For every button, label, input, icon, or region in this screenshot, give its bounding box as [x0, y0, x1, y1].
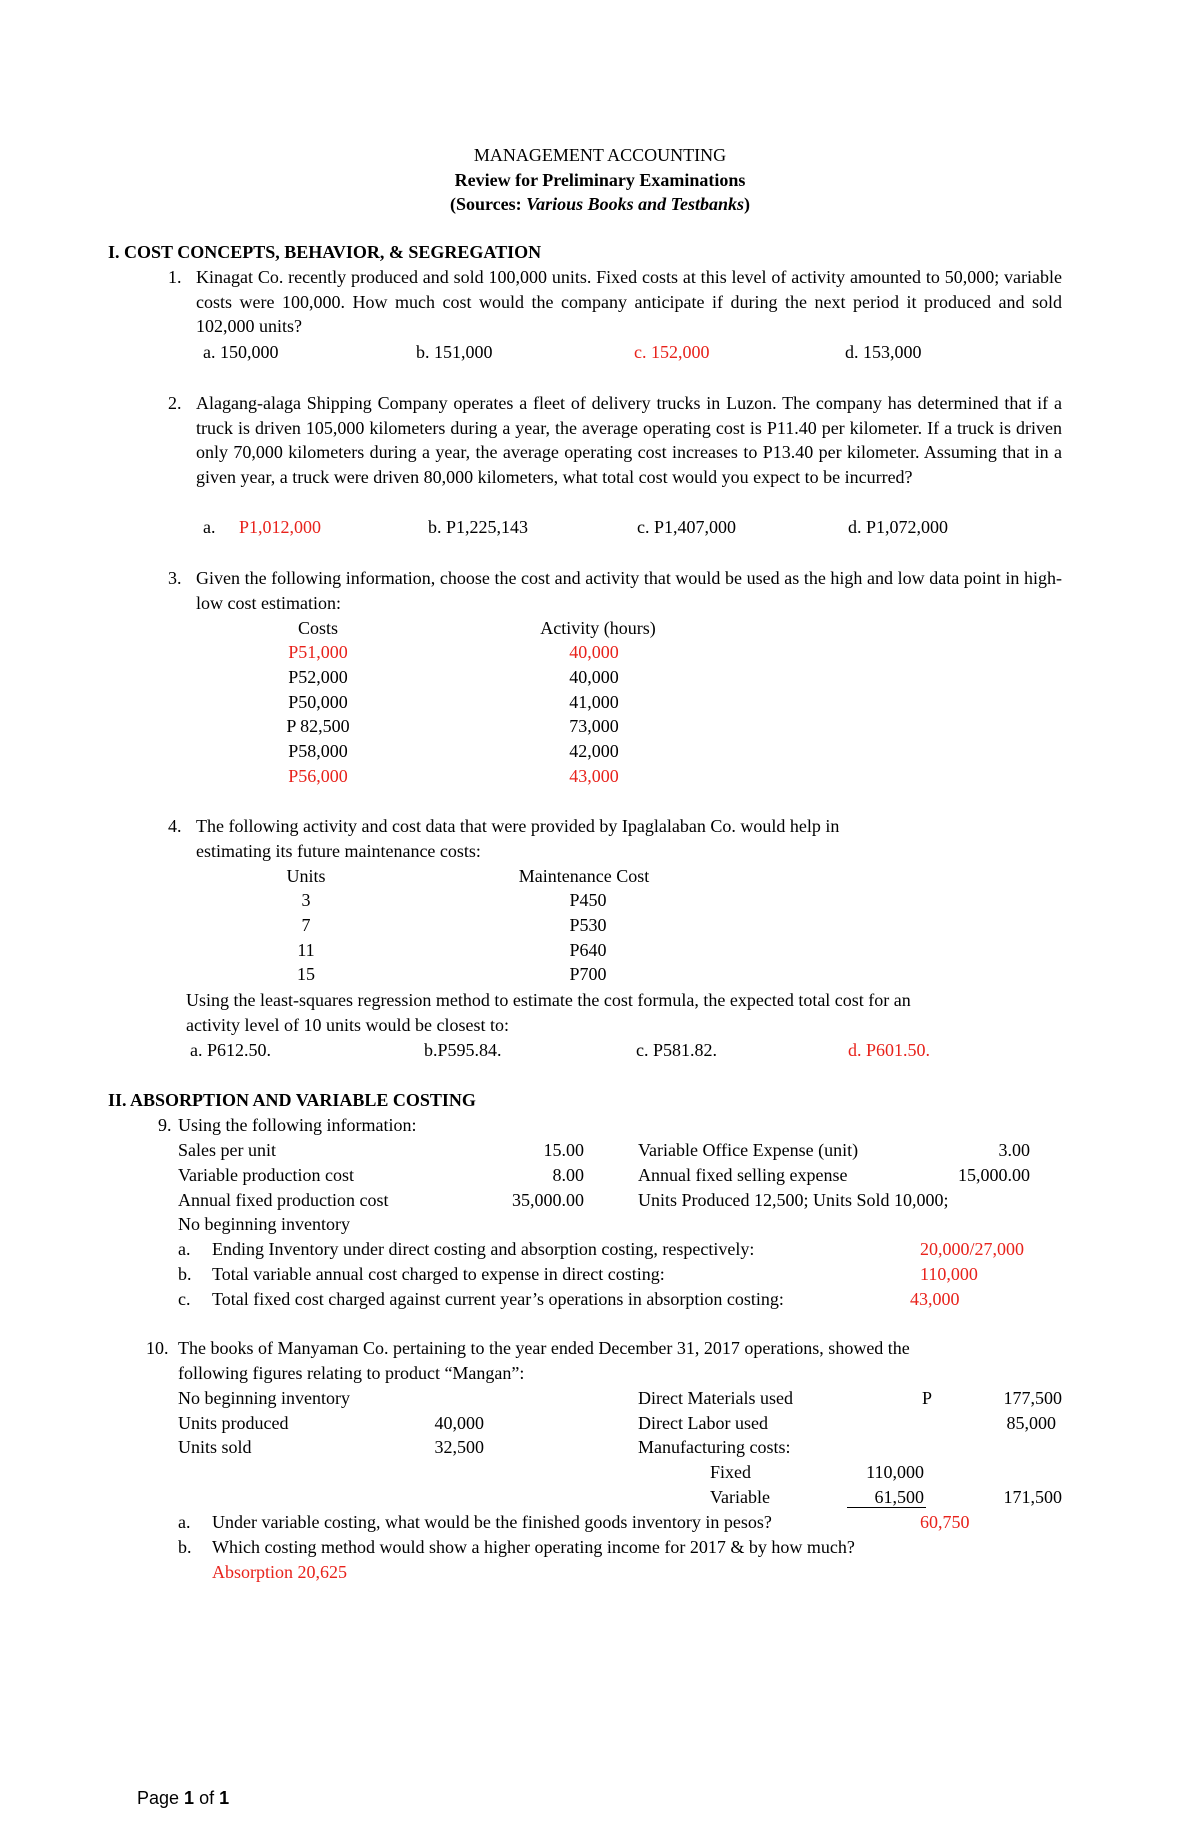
- q4-cost: P450: [569, 890, 607, 910]
- q10-no-inventory: No beginning inventory: [178, 1388, 350, 1408]
- q10-qa-label: a.: [178, 1512, 191, 1532]
- q4-units: 7: [301, 915, 311, 935]
- q3-cost: P50,000: [288, 692, 348, 712]
- q2-choice-a-label: a.: [203, 517, 216, 537]
- q10-units-produced-label: Units produced: [178, 1413, 289, 1433]
- q9-item-answer: 20,000/27,000: [920, 1239, 1025, 1259]
- q1-text: Kinagat Co. recently produced and sold 100,000 units. Fixed costs at this level of activity amounted to 50,000; variable costs were 100,000. How much cost would the company anticipate if during the next period it produced and sold 102,000 units?: [196, 267, 1062, 336]
- q9-value: 15.00: [543, 1140, 584, 1160]
- q2-choice-a-answer: P1,012,000: [239, 517, 322, 537]
- q9-intro: Using the following information:: [178, 1115, 417, 1135]
- q9-item-answer: 110,000: [920, 1264, 978, 1284]
- q1-choice-a: a. 150,000: [203, 342, 279, 362]
- q10-units-produced: 40,000: [434, 1413, 484, 1433]
- q4-number: 4.: [168, 816, 182, 836]
- q10-dl-label: Direct Labor used: [638, 1413, 768, 1433]
- section1-heading: I. COST CONCEPTS, BEHAVIOR, & SEGREGATION: [108, 242, 542, 262]
- page-of: of: [194, 1788, 220, 1808]
- q4-cost: P640: [569, 940, 607, 960]
- q3-cost: P 82,500: [286, 716, 350, 736]
- q4-choice-a: a. P612.50.: [190, 1040, 271, 1060]
- q3-number: 3.: [168, 568, 182, 588]
- q10-dm-value: 177,500: [1003, 1388, 1062, 1408]
- page-prefix: Page: [137, 1788, 185, 1808]
- q3-activity: 40,000: [569, 667, 619, 687]
- q9-label: Annual fixed production cost: [178, 1190, 389, 1210]
- q3-activity: 73,000: [569, 716, 619, 736]
- doc-title: MANAGEMENT ACCOUNTING: [473, 145, 727, 165]
- q10-qb-answer: Absorption 20,625: [212, 1562, 347, 1582]
- q4-choice-b: b.P595.84.: [424, 1040, 502, 1060]
- q3-activity-low: 43,000: [569, 766, 619, 786]
- q10-fixed-label: Fixed: [710, 1462, 752, 1482]
- q1-choice-b: b. 151,000: [416, 342, 493, 362]
- q3-cost-low: P56,000: [288, 766, 348, 786]
- q4-cost: P530: [569, 915, 607, 935]
- page-total: 1: [219, 1788, 230, 1808]
- q10-mc-total: 171,500: [1003, 1487, 1062, 1507]
- q4-text-line2: estimating its future maintenance costs:: [196, 841, 481, 861]
- section2-heading: II. ABSORPTION AND VARIABLE COSTING: [108, 1090, 476, 1110]
- q3-activity: 42,000: [569, 741, 619, 761]
- q2-choice-b: b. P1,225,143: [428, 517, 529, 537]
- q10-variable-value: 61,500: [874, 1487, 924, 1507]
- q4-follow-line2: activity level of 10 units would be closest to:: [186, 1015, 509, 1035]
- q10-dl-value: 85,000: [1006, 1413, 1056, 1433]
- q1-choice-d: d. 153,000: [845, 342, 922, 362]
- sources-prefix: (Sources:: [449, 194, 527, 214]
- q10-dm-currency: P: [922, 1388, 933, 1408]
- q9-item-text: Ending Inventory under direct costing and absorption costing, respectively:: [212, 1239, 755, 1259]
- q10-fixed-value: 110,000: [866, 1462, 924, 1482]
- q9-item-label: b.: [178, 1264, 192, 1284]
- q4-units: 11: [297, 940, 315, 960]
- sources-italic: Various Books and Testbanks: [526, 194, 745, 214]
- q4-units: 15: [297, 964, 315, 984]
- q4-col-units: Units: [286, 866, 326, 886]
- q9-label: Units Produced 12,500; Units Sold 10,000;: [638, 1190, 949, 1210]
- q9-value: 8.00: [552, 1165, 584, 1185]
- q4-cost: P700: [569, 964, 607, 984]
- q9-label: Variable production cost: [178, 1165, 354, 1185]
- q2-choice-c: c. P1,407,000: [637, 517, 736, 537]
- q4-col-cost: Maintenance Cost: [518, 866, 650, 886]
- q10-line2: following figures relating to product “Mangan”:: [178, 1363, 525, 1383]
- q9-label: Annual fixed selling expense: [638, 1165, 848, 1185]
- q2-choice-d: d. P1,072,000: [848, 517, 949, 537]
- q10-units-sold-label: Units sold: [178, 1437, 252, 1457]
- q3-text: Given the following information, choose the cost and activity that would be used as the high and low data point in high-low cost estimation:: [196, 568, 1062, 613]
- q9-item-text: Total fixed cost charged against current year’s operations in absorption costing:: [212, 1289, 784, 1309]
- page-number: 1: [184, 1788, 195, 1808]
- q3-cost-high: P51,000: [288, 642, 348, 662]
- q4-choice-d-answer: d. P601.50.: [848, 1040, 931, 1060]
- q2-text: Alagang-alaga Shipping Company operates a fleet of delivery trucks in Luzon. The company has determined that if a truck is driven 105,000 kilometers during a year, the average operating cost is P11.40 per kilometer. If a truck is driven only 70,000 kilometers during a year, the average operating cost increases to P13.40 per kilometer. Assuming that in a given year, a truck were driven 80,000 kilometers, what total cost would you expect to be incurred?: [196, 393, 1062, 487]
- q9-value: 15,000.00: [958, 1165, 1030, 1185]
- q4-text-line1: The following activity and cost data that were provided by Ipaglalaban Co. would help in: [196, 816, 840, 836]
- q10-qa-answer: 60,750: [920, 1512, 970, 1532]
- q10-qb-label: b.: [178, 1537, 192, 1557]
- q1-choice-c-answer: c. 152,000: [634, 342, 710, 362]
- q9-label: Sales per unit: [178, 1140, 276, 1160]
- q9-item-label: c.: [178, 1289, 191, 1309]
- q10-mc-label: Manufacturing costs:: [638, 1437, 791, 1457]
- q3-activity-high: 40,000: [569, 642, 619, 662]
- q9-value: 3.00: [998, 1140, 1030, 1160]
- q10-qb-text: Which costing method would show a higher operating income for 2017 & by how much?: [212, 1537, 855, 1557]
- q9-item-label: a.: [178, 1239, 191, 1259]
- q10-number: 10.: [146, 1338, 169, 1358]
- q10-units-sold: 32,500: [434, 1437, 484, 1457]
- q3-col-activity: Activity (hours): [540, 618, 656, 638]
- q3-activity: 41,000: [569, 692, 619, 712]
- q9-item-text: Total variable annual cost charged to expense in direct costing:: [212, 1264, 665, 1284]
- q10-variable-label: Variable: [710, 1487, 770, 1507]
- doc-sources: [450, 192, 750, 217]
- q9-number: 9.: [158, 1115, 172, 1135]
- q9-label: Variable Office Expense (unit): [638, 1140, 859, 1160]
- q9-item-answer: 43,000: [910, 1289, 960, 1309]
- q9-value: 35,000.00: [512, 1190, 584, 1210]
- q9-no-inventory: No beginning inventory: [178, 1214, 350, 1234]
- q1-number: 1.: [168, 267, 182, 287]
- q4-units: 3: [301, 890, 311, 910]
- q10-line1: The books of Manyaman Co. pertaining to the year ended December 31, 2017 operations, showed the: [178, 1338, 910, 1358]
- q4-choice-c: c. P581.82.: [636, 1040, 717, 1060]
- q3-cost: P52,000: [288, 667, 348, 687]
- q2-number: 2.: [168, 393, 182, 413]
- q3-cost: P58,000: [288, 741, 348, 761]
- sources-suffix: ): [744, 194, 751, 214]
- q3-col-costs: Costs: [297, 618, 339, 638]
- q10-qa-text: Under variable costing, what would be the finished goods inventory in pesos?: [212, 1512, 772, 1532]
- q10-dm-label: Direct Materials used: [638, 1388, 793, 1408]
- page-footer: [137, 1786, 229, 1811]
- doc-subtitle: Review for Preliminary Examinations: [454, 170, 746, 190]
- q4-follow-line1: Using the least-squares regression method to estimate the cost formula, the expected total cost for an: [186, 990, 911, 1010]
